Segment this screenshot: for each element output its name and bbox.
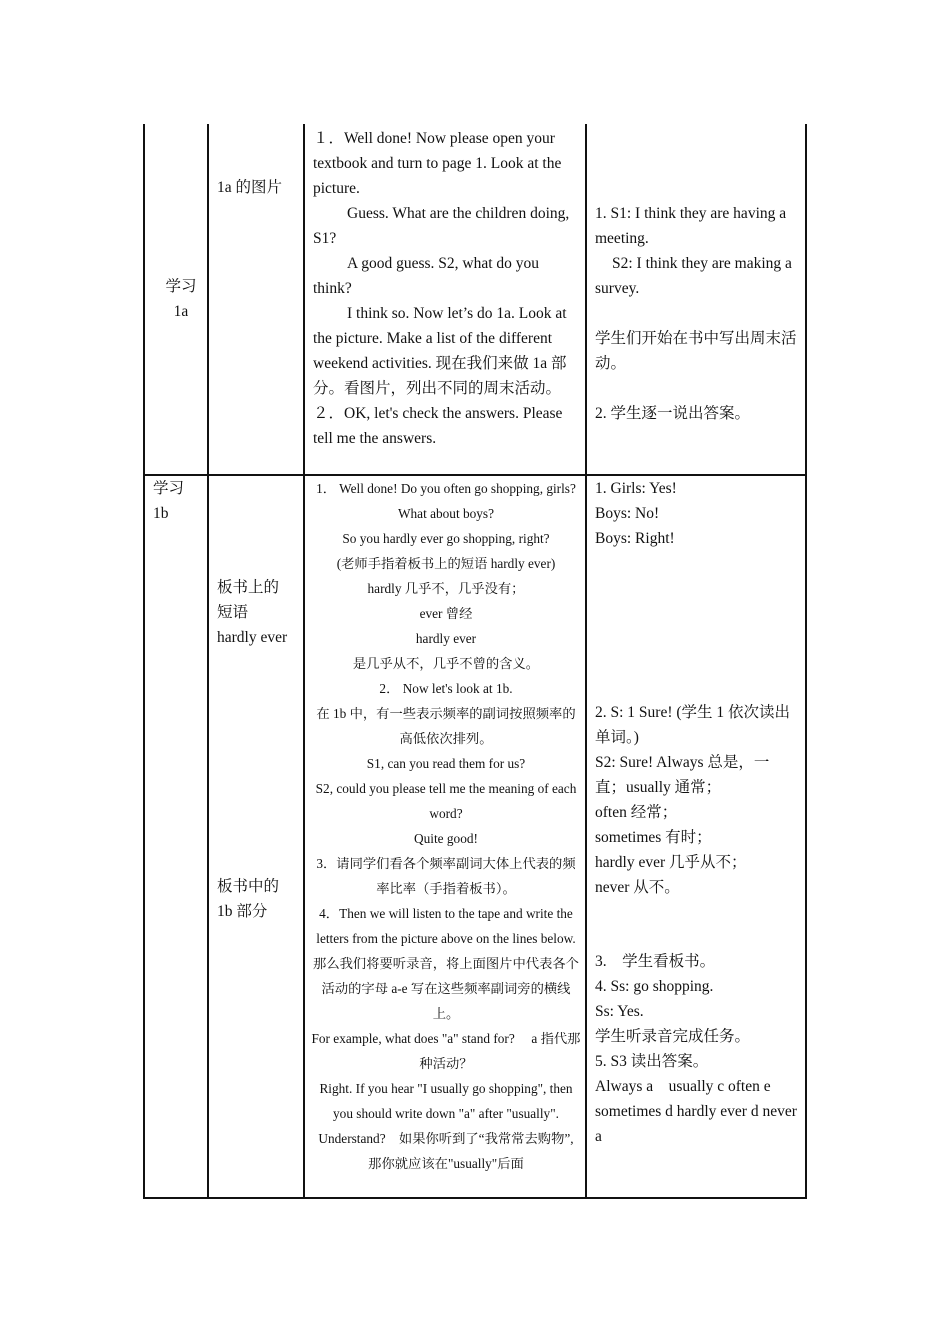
row1-section-label-line: 学习 <box>165 278 197 295</box>
row2-material-phrase <box>217 575 303 650</box>
teacher-step: ２．OK, let's check the answers. Please tell me the answers. <box>313 405 563 447</box>
teacher-step: 3．请同学们看各个频率副词大体上代表的频率比率（手指着板书）。 <box>316 856 576 896</box>
row2-student-responses-3 <box>595 949 800 1149</box>
student-response: 4. Ss: go shopping. <box>595 978 714 995</box>
teacher-step: S2, could you please tell me the meaning of each word? <box>315 781 577 821</box>
row1-material: 1a 的图片 <box>217 179 283 196</box>
student-response: sometimes 有时； <box>595 829 712 846</box>
student-response: 学生听录音完成任务。 <box>595 1028 751 1045</box>
teacher-step: For example, what does "a" stand for? a 指代那种活动？ <box>311 1031 581 1071</box>
teacher-step: S1, can you read them for us? <box>366 756 526 771</box>
table-border-right <box>805 124 807 1199</box>
teacher-step: 4．Then we will listen to the tape and write the letters from the picture above on the lines below. 那么我们将要听录音，将上面图片中代表各个活动的字母 a-e 写在这些频率副词旁的横线上。 <box>313 906 579 1021</box>
teacher-step: What about boys? <box>397 506 494 521</box>
student-response <box>595 251 800 301</box>
teacher-step: Right. If you hear "I usually go shopping", then you should write down "a" after "usually". Understand? 如果你听到了“我常常去购物”, 那你就应该在"usually"后面 <box>318 1081 574 1171</box>
student-response: 2. S: 1 Sure! (学生 1 依次读出单词。) <box>595 704 791 746</box>
student-response: 3. 学生看板书。 <box>595 953 716 970</box>
table-border-bottom <box>143 1197 807 1199</box>
row1-teacher-activities <box>313 126 579 451</box>
lesson-plan-table <box>143 124 807 1199</box>
material-line: hardly ever <box>217 629 288 646</box>
student-response: Boys: Right! <box>595 530 675 547</box>
teacher-step: 1． Well done! Do you often go shopping, girls? <box>316 481 576 496</box>
student-response: 2. 学生逐一说出答案。 <box>595 405 751 422</box>
material-line: 短语 <box>217 604 249 621</box>
column-divider-2 <box>303 124 305 1199</box>
row2-section-label-line: 学习 <box>153 480 185 497</box>
material-line: 板书中的 <box>217 878 280 895</box>
student-response: often 经常； <box>595 804 678 821</box>
table-border-left <box>143 124 145 1199</box>
student-response: S2: Sure! Always 总是，一直；usually 通常； <box>595 754 770 796</box>
teacher-step: hardly 几乎不，几乎没有； <box>367 581 525 596</box>
material-line: 1b 部分 <box>217 903 268 920</box>
teacher-step: 2． Now let's look at 1b. <box>379 681 513 696</box>
teacher-step: Quite good! <box>414 831 478 846</box>
student-response-text: S2: I think they are making a survey. <box>595 255 792 297</box>
student-response: 5. S3 读出答案。 <box>595 1053 709 1070</box>
student-response: 学生们开始在书中写出周末活动。 <box>595 330 797 372</box>
teacher-step: hardly ever <box>415 631 477 646</box>
teacher-step: So you hardly ever go shopping, right? <box>342 531 550 546</box>
row1-student-activities <box>595 201 800 426</box>
student-response: Boys: No! <box>595 505 660 522</box>
teacher-step: Guess. What are the children doing, S1? <box>313 205 570 247</box>
row2-teacher-activities <box>311 476 581 1176</box>
teacher-step: I think so. Now let’s do 1a. Look at the picture. Make a list of the different weekend activities. 现在我们来做 1a 部分。看图片，列出不同的周末活动。 <box>313 305 567 397</box>
row1-section-label <box>157 274 205 324</box>
teacher-step: (老师手指着板书上的短语 hardly ever) <box>336 556 556 571</box>
row2-student-responses-2 <box>595 700 800 900</box>
row2-student-responses-1 <box>595 476 800 551</box>
student-response: Always a usually c often e sometimes d hardly ever d never a <box>595 1078 797 1145</box>
row2-section-label-line: 1b <box>153 505 169 522</box>
student-response: never 从不。 <box>595 879 680 896</box>
material-line: 板书上的 <box>217 579 280 596</box>
student-response: 1. Girls: Yes! <box>595 480 677 497</box>
row1-section-label-line: 1a <box>173 303 189 320</box>
student-response: hardly ever 几乎从不； <box>595 854 747 871</box>
row2-material-board <box>217 874 303 924</box>
row2-section-label <box>153 476 203 526</box>
student-response: Ss: Yes. <box>595 1003 644 1020</box>
teacher-step: A good guess. S2, what do you think? <box>313 255 540 297</box>
teacher-step: １．Well done! Now please open your textbook and turn to page 1. Look at the picture. <box>313 130 562 197</box>
column-divider-1 <box>207 124 209 1199</box>
column-divider-3 <box>585 124 587 1199</box>
teacher-step: ever 曾经 <box>419 606 473 621</box>
teacher-step: 在 1b 中，有一些表示频率的副词按照频率的高低依次排列。 <box>316 706 576 746</box>
student-response: 1. S1: I think they are having a meeting. <box>595 205 787 247</box>
teacher-step: 是几乎从不，几乎不曾的含义。 <box>352 656 540 671</box>
